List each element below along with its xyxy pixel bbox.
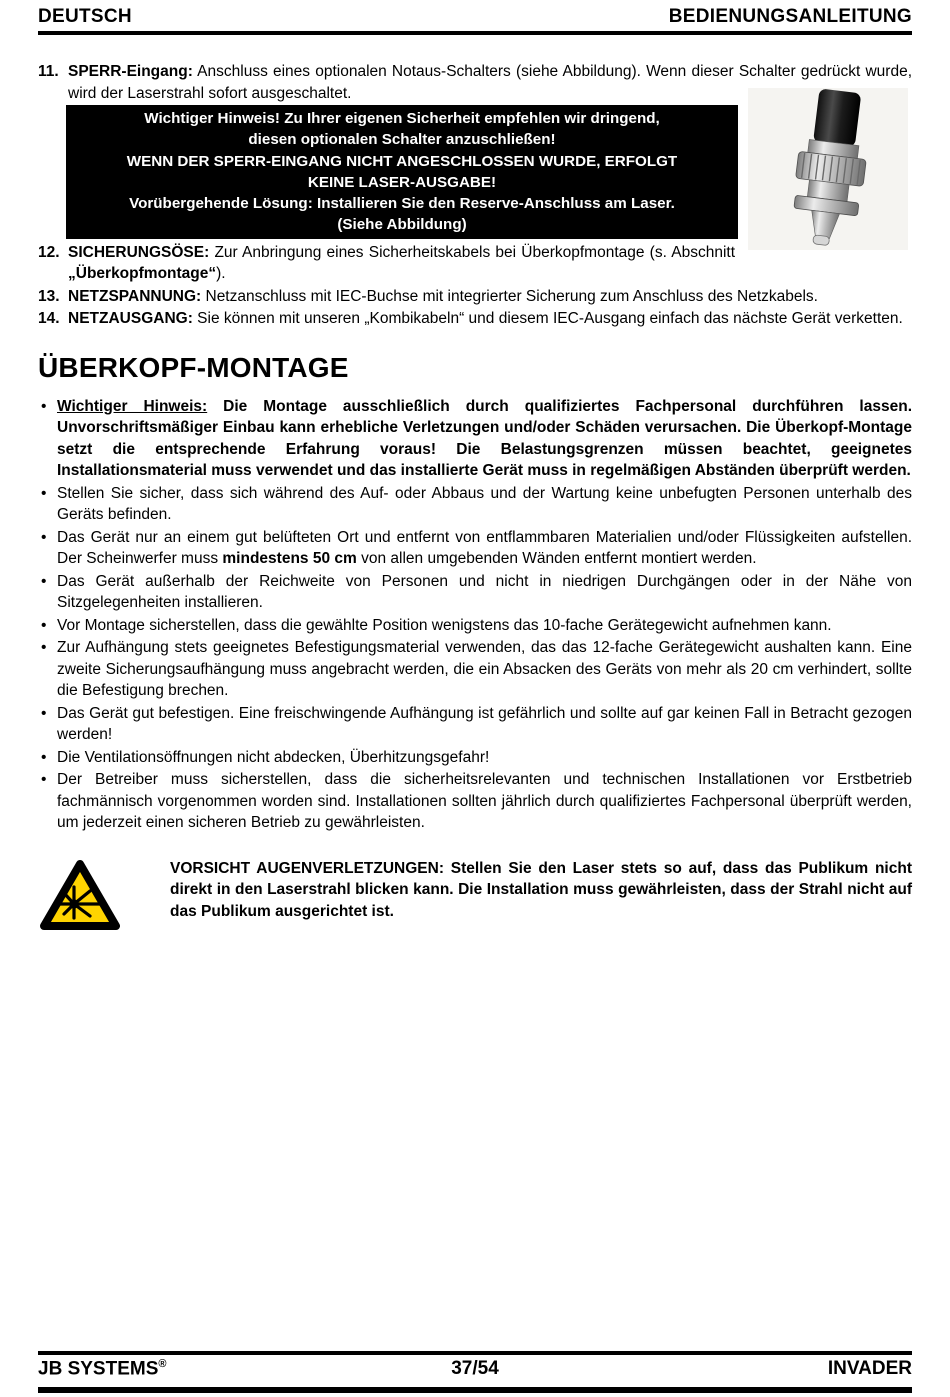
- numbered-item-netzspannung: [38, 286, 912, 308]
- caution-block: [38, 858, 912, 942]
- bullet-item: [38, 615, 912, 637]
- bullet-item: [38, 747, 912, 769]
- item-number: 12.: [38, 243, 60, 261]
- warning-box-line: Vorübergehende Lösung: Installieren Sie den Reserve-Anschluss am Laser.: [129, 195, 675, 213]
- numbered-item-sperr-eingang: [38, 61, 912, 104]
- page-footer: [38, 1348, 912, 1380]
- warning-box-line: (Siehe Abbildung): [337, 216, 467, 234]
- header-language: DEUTSCH: [38, 6, 132, 27]
- caution-body: Stellen Sie den Laser stets so auf, dass das Publikum nicht direkt in den Laserstrahl blicken kann. Die Installation muss gewährleisten, dass der Strahl nicht auf das Publikum ausgerichtet ist.: [170, 859, 912, 920]
- laser-warning-triangle: [40, 858, 120, 934]
- bullet-text: Das Gerät außerhalb der Reichweite von Personen und nicht in niedrigen Durchgängen oder in der Nähe von Sitzgelegenheiten installieren.: [57, 572, 912, 612]
- bullet-item: [38, 483, 912, 526]
- warning-box: [66, 105, 738, 239]
- header-title: BEDIENUNGSANLEITUNG: [668, 6, 912, 27]
- bullet-item: [38, 527, 912, 570]
- caution-text-block: [170, 858, 912, 923]
- footer-page-number: 37/54: [451, 1358, 499, 1380]
- bullet-text: Die Ventilationsöffnungen nicht abdecken, Überhitzungsgefahr!: [57, 748, 490, 766]
- bullet-text: Das Gerät gut befestigen. Eine freischwingende Aufhängung ist gefährlich und sollte auf gar keinen Fall in Betracht gezogen werden!: [57, 704, 912, 744]
- warning-box-line: Wichtiger Hinweis! Zu Ihrer eigenen Sicherheit empfehlen wir dringend,: [144, 110, 660, 127]
- bullet-item: [38, 571, 912, 614]
- item-text: Netzanschluss mit IEC-Buchse mit integrierter Sicherung zum Anschluss des Netzkabels.: [201, 287, 818, 305]
- bullet-text: Zur Aufhängung stets geeignetes Befestigungsmaterial verwenden, das das 12-fache Gerätegewicht aushalten kann. Eine zweite Sicherungsaufhängung muss angebracht werden, die ein Absacken des Geräts von mehr als 20 cm verhindert, sollte die Befestigung brechen.: [57, 639, 912, 700]
- registered-mark: ®: [158, 1358, 167, 1370]
- footer-rule: [38, 1351, 912, 1355]
- bullet-text-bold: mindestens 50 cm: [222, 550, 357, 568]
- bullet-text: Das Gerät nur an einem gut belüfteten Ort und entfernt von entflammbaren Materialien und/oder Flüssigkeiten aufstellen. Der Scheinwerfer muss: [57, 528, 912, 568]
- item-label: SICHERUNGSÖSE:: [68, 243, 210, 261]
- numbered-item-netzausgang: [38, 308, 912, 330]
- numbered-item-sicherungsoese: [38, 242, 735, 285]
- warning-box-line: KEINE LASER-AUSGABE!: [307, 173, 497, 191]
- bullet-text: von allen umgebenden Wänden entfernt montiert werden.: [356, 550, 757, 568]
- bullet-text: Vor Montage sicherstellen, dass die gewählte Position wenigstens das 10-fache Gerätegewicht aufnehmen kann.: [57, 616, 832, 634]
- item-number: 11.: [38, 63, 59, 80]
- bullet-item: [38, 396, 912, 482]
- bullet-item: [38, 637, 912, 702]
- overhead-bullet-list: [38, 396, 912, 834]
- item-text-bold: „Überkopfmontage“: [68, 265, 217, 283]
- bullet-text: Stellen Sie sicher, dass sich während des Auf- oder Abbaus und der Wartung keine unbefugten Personen unterhalb des Geräts befinden.: [57, 484, 912, 524]
- item-number: 13.: [38, 287, 60, 305]
- bullet-text: Die Montage ausschließlich durch qualifiziertes Fachpersonal durchführen lassen. Unvorschriftsmäßiger Einbau kann erhebliche Verletzungen und/oder Schäden verursachen. Die Überkopf-Montage setzt die entsprechende Erfahrung voraus! Die Belastungsgrenzen müssen beachtet, geeignetes Installationsmaterial muss verwendet und das installierte Gerät muss in regelmäßigen Abständen überprüft werden.: [57, 397, 912, 480]
- footer-row: [38, 1358, 912, 1380]
- warning-box-line: diesen optionalen Schalter anzuschließen!: [248, 131, 556, 149]
- caution-label: VORSICHT AUGENVERLETZUNGEN:: [170, 859, 444, 877]
- rca-connector-image: [748, 88, 908, 250]
- footer-product: INVADER: [827, 1358, 912, 1380]
- item-text: Anschluss eines optionalen Notaus-Schalters (siehe Abbildung). Wenn dieser Schalter gedrückt wurde, wird der Laserstrahl sofort ausgeschaltet.: [68, 63, 912, 102]
- page-bottom-rule: [38, 1387, 912, 1393]
- page-header: [38, 6, 912, 28]
- item-label: NETZSPANNUNG:: [68, 287, 202, 305]
- item-label: SPERR-Eingang:: [68, 63, 193, 80]
- header-rule: [38, 31, 912, 35]
- footer-brand: [38, 1358, 329, 1380]
- item-text: Sie können mit unseren „Kombikabeln“ und diesem IEC-Ausgang einfach das nächste Gerät verketten.: [192, 310, 903, 328]
- footer-brand-name: JB SYSTEMS: [38, 1358, 159, 1380]
- laser-warning-icon: [40, 858, 120, 934]
- rca-connector-photo: [748, 88, 908, 250]
- bullet-item: [38, 703, 912, 746]
- item-text: ).: [216, 265, 226, 283]
- item-label: NETZAUSGANG:: [68, 310, 193, 328]
- bullet-text: Der Betreiber muss sicherstellen, dass die sicherheitsrelevanten und technischen Installationen vor Erstbetrieb fachmännisch vorgenommen worden sind. Installationen sollten jährlich durch qualifiziertes Fachpersonal überprüft werden, um jederzeit einen sicheren Betrieb zu gewährleisten.: [57, 771, 912, 832]
- warning-box-line: WENN DER SPERR-EINGANG NICHT ANGESCHLOSSEN WURDE, ERFOLGT: [126, 152, 678, 170]
- bullet-item: [38, 769, 912, 834]
- section-title: ÜBERKOPF-MONTAGE: [38, 351, 349, 383]
- item-text: Zur Anbringung eines Sicherheitskabels bei Überkopfmontage (s. Abschnitt: [209, 243, 735, 261]
- item-number: 14.: [38, 310, 60, 328]
- bullet-label: Wichtiger Hinweis:: [57, 397, 208, 415]
